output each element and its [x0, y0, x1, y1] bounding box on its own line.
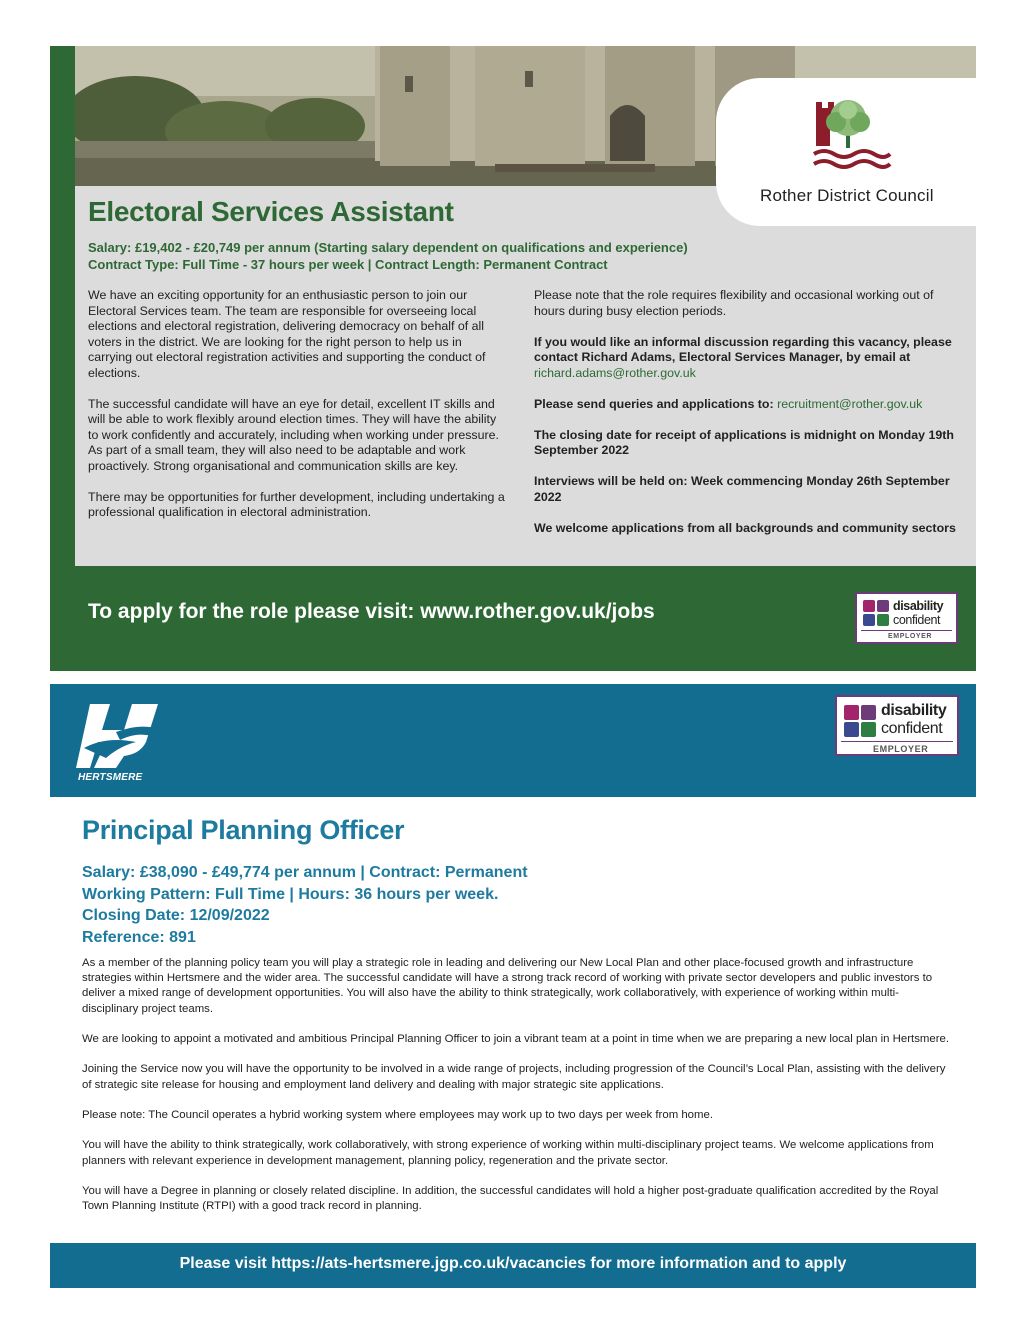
badge-divider: [861, 630, 952, 631]
badge-word-disability: disability: [881, 702, 947, 719]
salary-contract-line: Salary: £38,090 - £49,774 per annum | Contract: Permanent: [82, 864, 528, 881]
apply-line: [88, 600, 655, 624]
job-meta: [88, 239, 688, 273]
recruitment-email-link[interactable]: recruitment@rother.gov.uk: [777, 396, 923, 411]
badge-word-employer: EMPLOYER: [888, 633, 933, 640]
job-title: Principal Planning Officer: [82, 815, 405, 845]
hertsmere-logo: [76, 702, 162, 783]
badge-word-disability: disability: [893, 599, 944, 613]
person-icon: [861, 722, 876, 737]
disability-confident-badge: [835, 695, 959, 756]
hertsmere-h-logo-icon: [76, 702, 162, 770]
closing-date: The closing date for receipt of applications is midnight on Monday 19th September 2022: [534, 427, 954, 457]
apply-url-link[interactable]: www.rother.gov.uk/jobs: [420, 600, 655, 623]
welcome-statement: We welcome applications from all backgrounds and community sectors: [534, 520, 956, 535]
description-paragraph: The successful candidate will have an eye for detail, excellent IT skills and will be able to work flexibly around election times. They will have the ability to work confidently and accurately, including when working under pressure. As part of a small team, they will also need to be adaptable and work proactively. Strong organisational and communication skills are key.: [88, 396, 499, 473]
check-icon: [877, 600, 889, 612]
hertsmere-header-band: [50, 684, 976, 797]
queries-text: Please send queries and applications to:: [534, 396, 774, 411]
interview-date: Interviews will be held on: Week commencing Monday 26th September 2022: [534, 474, 950, 504]
rother-job-ad: [50, 46, 976, 671]
rother-logo-card: [716, 78, 986, 226]
description-paragraph: You will have the ability to think strategically, work collaboratively, with strong experience of working within multi-disciplinary project teams. We welcome applications from planners with relevant experience in development management, planning policy, regeneration and the private sector.: [82, 1139, 934, 1167]
contact-text: If you would like an informal discussion regarding this vacancy, please contact Richard Adams, Electoral Services Manager, by email at: [534, 334, 952, 364]
check-icon: [861, 705, 876, 720]
description-paragraph: Joining the Service now you will have the opportunity to be involved in a wide range of projects, including progression of the Council’s Local Plan, assisting with the delivery of strategic site release for housing and employment land delivery and dealing with major strategic site applications.: [82, 1063, 946, 1091]
contact-paragraph: [534, 335, 956, 382]
hertsmere-wordmark: HERTSMERE: [78, 772, 143, 783]
details-column: [534, 288, 956, 552]
description-paragraph: As a member of the planning policy team you will play a strategic role in leading and delivering our New Local Plan and other place-focused growth and infrastructure strategies within Hertsmere and the wider area. The successful candidate will have a strong track record of working with private sector developers and public investors to deliver a mixed range of development opportunities. You will also have the ability to think strategically, work collaboratively, with experience of working within multi-disciplinary project teams.: [82, 957, 933, 1015]
badge-divider: [841, 741, 953, 742]
description-paragraph: Please note: The Council operates a hybrid working system where employees may work up to two days per week from home.: [82, 1108, 714, 1121]
badge-tiles: [844, 705, 876, 737]
lock-icon: [863, 614, 875, 626]
badge-word-employer: EMPLOYER: [873, 744, 929, 754]
flexibility-note: Please note that the role requires flexibility and occasional working out of hours during busy election periods.: [534, 288, 934, 318]
job-description: [82, 956, 952, 1230]
reference-line: Reference: 891: [82, 928, 196, 946]
contact-email-link[interactable]: richard.adams@rother.gov.uk: [534, 365, 696, 380]
description-paragraph: We have an exciting opportunity for an enthusiastic person to join our Electoral Services team. The team are responsible for overseeing local elections and electoral registration, delivering democracy on behalf of all voters in the district. We are looking for the right person to help us in carrying out electoral registration activities and supporting the conduct of elections.: [88, 288, 486, 380]
description-paragraph: There may be opportunities for further development, including undertaking a professional qualification in electoral administration.: [88, 489, 505, 519]
rother-council-logo-icon: [812, 96, 892, 182]
salary-line: Salary: £19,402 - £20,749 per annum (Starting salary dependent on qualifications and experience): [88, 240, 688, 255]
description-paragraph: We are looking to appoint a motivated and ambitious Principal Planning Officer to join a vibrant team at a point in time when we are preparing a new local plan in Hertsmere.: [82, 1033, 950, 1045]
badge-word-confident: confident: [893, 613, 941, 627]
contract-line: Contract Type: Full Time - 37 hours per week | Contract Length: Permanent Contract: [88, 257, 608, 272]
job-title: Electoral Services Assistant: [88, 196, 454, 227]
description-paragraph: You will have a Degree in planning or closely related discipline. In addition, the successful candidates will hold a higher post-graduate qualification accredited by the Royal Town Planning Institute (RTPI) with a good track record in planning.: [82, 1184, 939, 1213]
lock-icon: [844, 722, 859, 737]
apply-url-link[interactable]: Please visit https://ats-hertsmere.jgp.co.uk/vacancies for more information and to apply: [179, 1255, 847, 1272]
job-meta: [82, 862, 528, 948]
closing-date-line: Closing Date: 12/09/2022: [82, 907, 270, 924]
apply-text: To apply for the role please visit:: [88, 600, 415, 623]
badge-tiles: [863, 600, 889, 626]
working-pattern-line: Working Pattern: Full Time | Hours: 36 hours per week.: [82, 885, 499, 903]
description-column: [88, 288, 506, 536]
badge-word-confident: confident: [881, 720, 943, 737]
person-icon: [877, 614, 889, 626]
council-name: Rother District Council: [760, 186, 934, 205]
queries-paragraph: [534, 397, 956, 413]
people-icon: [844, 705, 859, 720]
disability-confident-badge: [855, 592, 958, 644]
people-icon: [863, 600, 875, 612]
hertsmere-footer-band: [50, 1243, 976, 1288]
